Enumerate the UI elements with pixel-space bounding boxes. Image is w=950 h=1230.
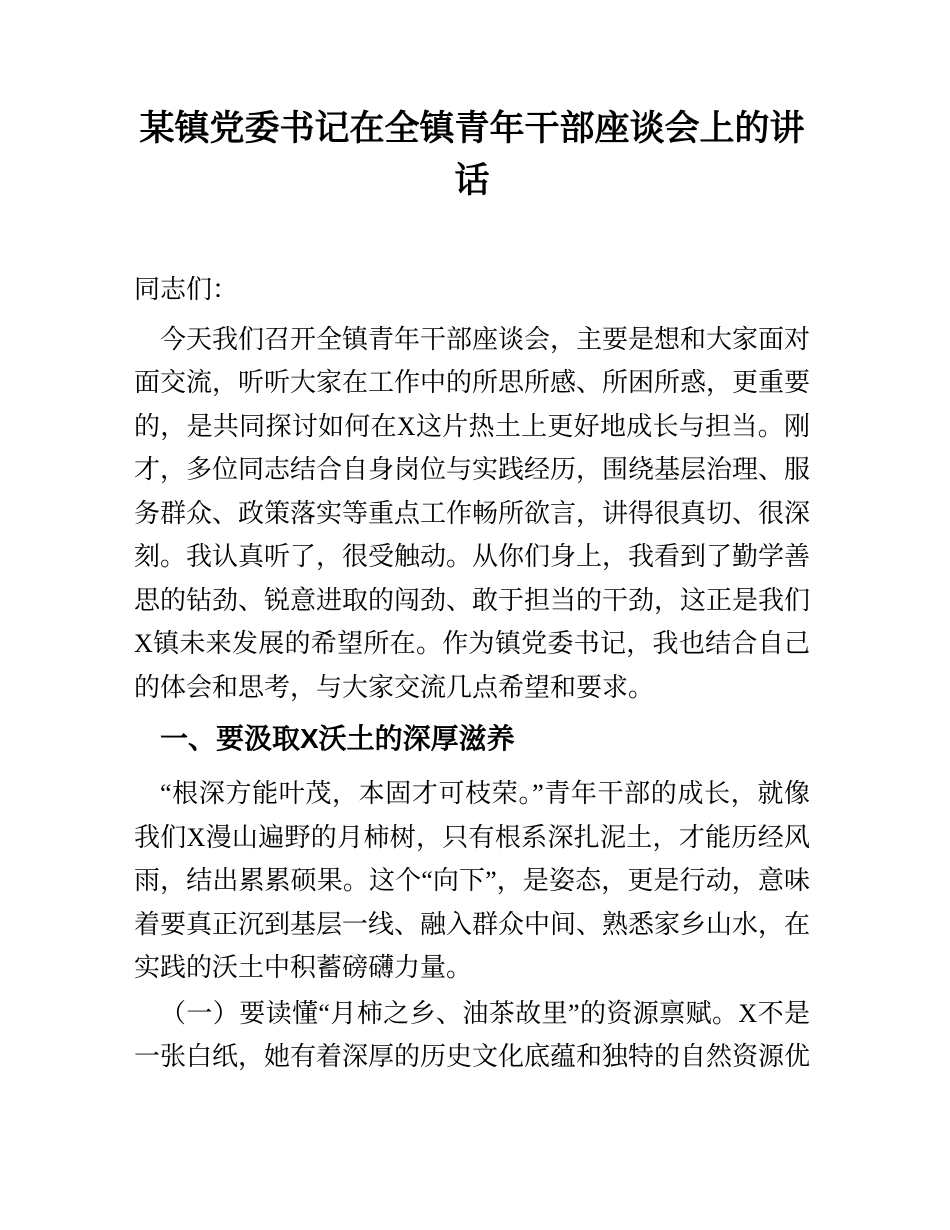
subsection-1-text: X不是一张白纸，她有着深厚的历史文化底蕴和独特的自然资源优 (134, 998, 811, 1071)
section-1-paragraph: “根深方能叶茂，本固才可枝荣。”青年干部的成长，就像我们X漫山遍野的月柿树，只有根系深扎泥土，才能历经风雨，结出累累硕果。这个“向下”，是姿态，更是行动，意味着要真正沉到基层一线、融入群众中间、熟悉家乡山水，在实践的沃土中积蓄磅礴力量。 (134, 779, 811, 982)
subsection-1-paragraph (134, 992, 810, 1079)
salutation: 同志们： (134, 275, 239, 304)
intro-paragraph: 今天我们召开全镇青年干部座谈会，主要是想和大家面对面交流，听听大家在工作中的所思所感、所困所惑，更重要的，是共同探讨如何在X这片热土上更好地成长与担当。刚才，多位同志结合自身岗位与实践经历，围绕基层治理、服务群众、政策落实等重点工作畅所欲言，讲得很真切、很深刻。我认真听了，很受触动。从你们身上，我看到了勤学善思的钻劲、锐意进取的闯劲、敢于担当的干劲，这正是我们X镇未来发展的希望所在。作为镇党委书记，我也结合自己的体会和思考，与大家交流几点希望和要求。 (134, 324, 811, 702)
subsection-1-lead: （一）要读懂“月柿之乡、油茶故里”的资源禀赋。 (160, 998, 739, 1028)
section-1-heading: 一、要汲取X沃土的深厚滋养 (160, 723, 515, 754)
document-title: 某镇党委书记在全镇青年干部座谈会上的讲话 (139, 109, 805, 200)
